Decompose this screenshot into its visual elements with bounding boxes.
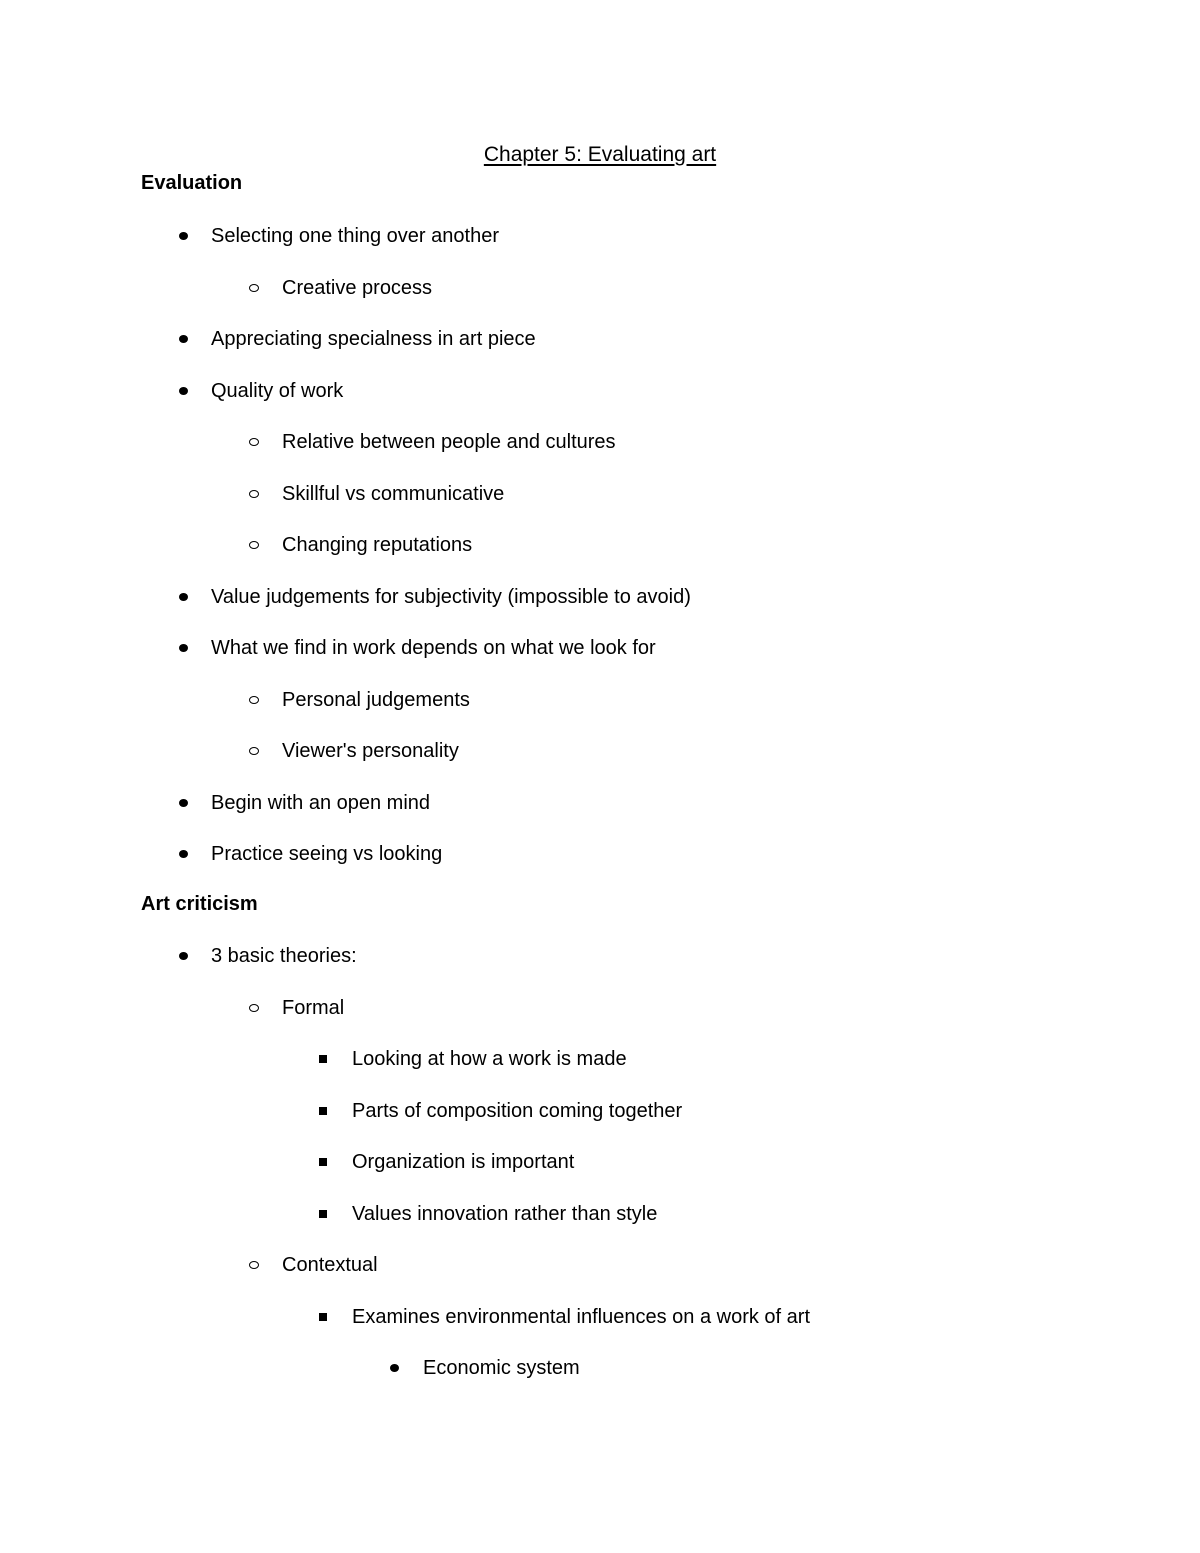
list-item	[0, 942, 1100, 970]
list-item-text: Practice seeing vs looking	[211, 843, 443, 865]
bullet-square-icon	[319, 1107, 327, 1115]
bullet-disc-icon	[179, 850, 188, 858]
bullet-square-icon	[319, 1210, 327, 1218]
bullet-square-icon	[319, 1055, 327, 1063]
list-item	[0, 583, 1100, 611]
list-item	[0, 634, 1100, 662]
list-item-text: Selecting one thing over another	[211, 225, 499, 247]
bullet-disc-icon	[179, 952, 188, 960]
list-item	[0, 1251, 1100, 1279]
list-item-text: Relative between people and cultures	[282, 431, 616, 453]
list-item	[0, 1045, 1100, 1073]
list-item-text: Viewer's personality	[282, 740, 459, 762]
list-item-text: Examines environmental influences on a work of art	[352, 1305, 811, 1328]
list-item-text: Creative process	[282, 276, 433, 299]
bullet-disc-icon	[390, 1364, 399, 1372]
bullet-circle-icon	[249, 438, 259, 446]
list-item	[0, 994, 1100, 1022]
bullet-circle-icon	[249, 541, 259, 549]
bullet-circle-icon	[249, 284, 259, 292]
list-item	[0, 1354, 1100, 1382]
list-item	[0, 274, 1100, 302]
bullet-disc-icon	[179, 644, 188, 652]
list-item-text: Personal judgements	[282, 688, 470, 711]
bullet-circle-icon	[249, 1261, 259, 1269]
bullet-disc-icon	[179, 799, 188, 807]
list-item-text: 3 basic theories:	[211, 945, 357, 967]
list-item	[0, 1200, 1100, 1228]
list-item	[0, 789, 1100, 817]
list-item	[0, 377, 1100, 405]
list-item	[0, 686, 1100, 714]
list-item	[0, 428, 1100, 456]
list-item	[0, 531, 1100, 559]
list-item-text: Organization is important	[352, 1151, 575, 1173]
list-item-text: Appreciating specialness in art piece	[211, 328, 536, 350]
bullet-circle-icon	[249, 1004, 259, 1012]
list-item	[0, 1148, 1100, 1176]
list-item-text: Value judgements for subjectivity (impossible to avoid)	[211, 585, 691, 608]
list-item-text: Quality of work	[211, 379, 344, 402]
list-item-text: Values innovation rather than style	[352, 1202, 658, 1225]
section-heading-art-criticism: Art criticism	[141, 893, 258, 915]
list-item-text: Begin with an open mind	[211, 791, 431, 814]
list-item-text: Looking at how a work is made	[352, 1048, 627, 1070]
bullet-circle-icon	[249, 490, 259, 498]
list-item	[0, 840, 1100, 868]
list-item-text: Skillful vs communicative	[282, 482, 505, 505]
list-item-text: Formal	[282, 996, 345, 1019]
list-item	[0, 1303, 1100, 1331]
list-item-text: Contextual	[282, 1254, 378, 1276]
list-item	[0, 222, 1100, 250]
bullet-disc-icon	[179, 335, 188, 343]
list-item-text: Economic system	[423, 1357, 580, 1379]
list-item	[0, 480, 1100, 508]
list-item-text: Changing reputations	[282, 534, 473, 556]
list-item-text: What we find in work depends on what we look for	[211, 637, 656, 659]
list-item-text: Parts of composition coming together	[352, 1099, 683, 1122]
bullet-square-icon	[319, 1158, 327, 1166]
bullet-disc-icon	[179, 387, 188, 395]
list-item	[0, 325, 1100, 353]
bullet-disc-icon	[179, 232, 188, 240]
bullet-square-icon	[319, 1313, 327, 1321]
list-item	[0, 737, 1100, 765]
bullet-circle-icon	[249, 696, 259, 704]
list-item	[0, 1097, 1100, 1125]
section-heading-evaluation: Evaluation	[141, 172, 243, 194]
bullet-disc-icon	[179, 593, 188, 601]
page-title: Chapter 5: Evaluating art	[483, 143, 717, 166]
bullet-circle-icon	[249, 747, 259, 755]
